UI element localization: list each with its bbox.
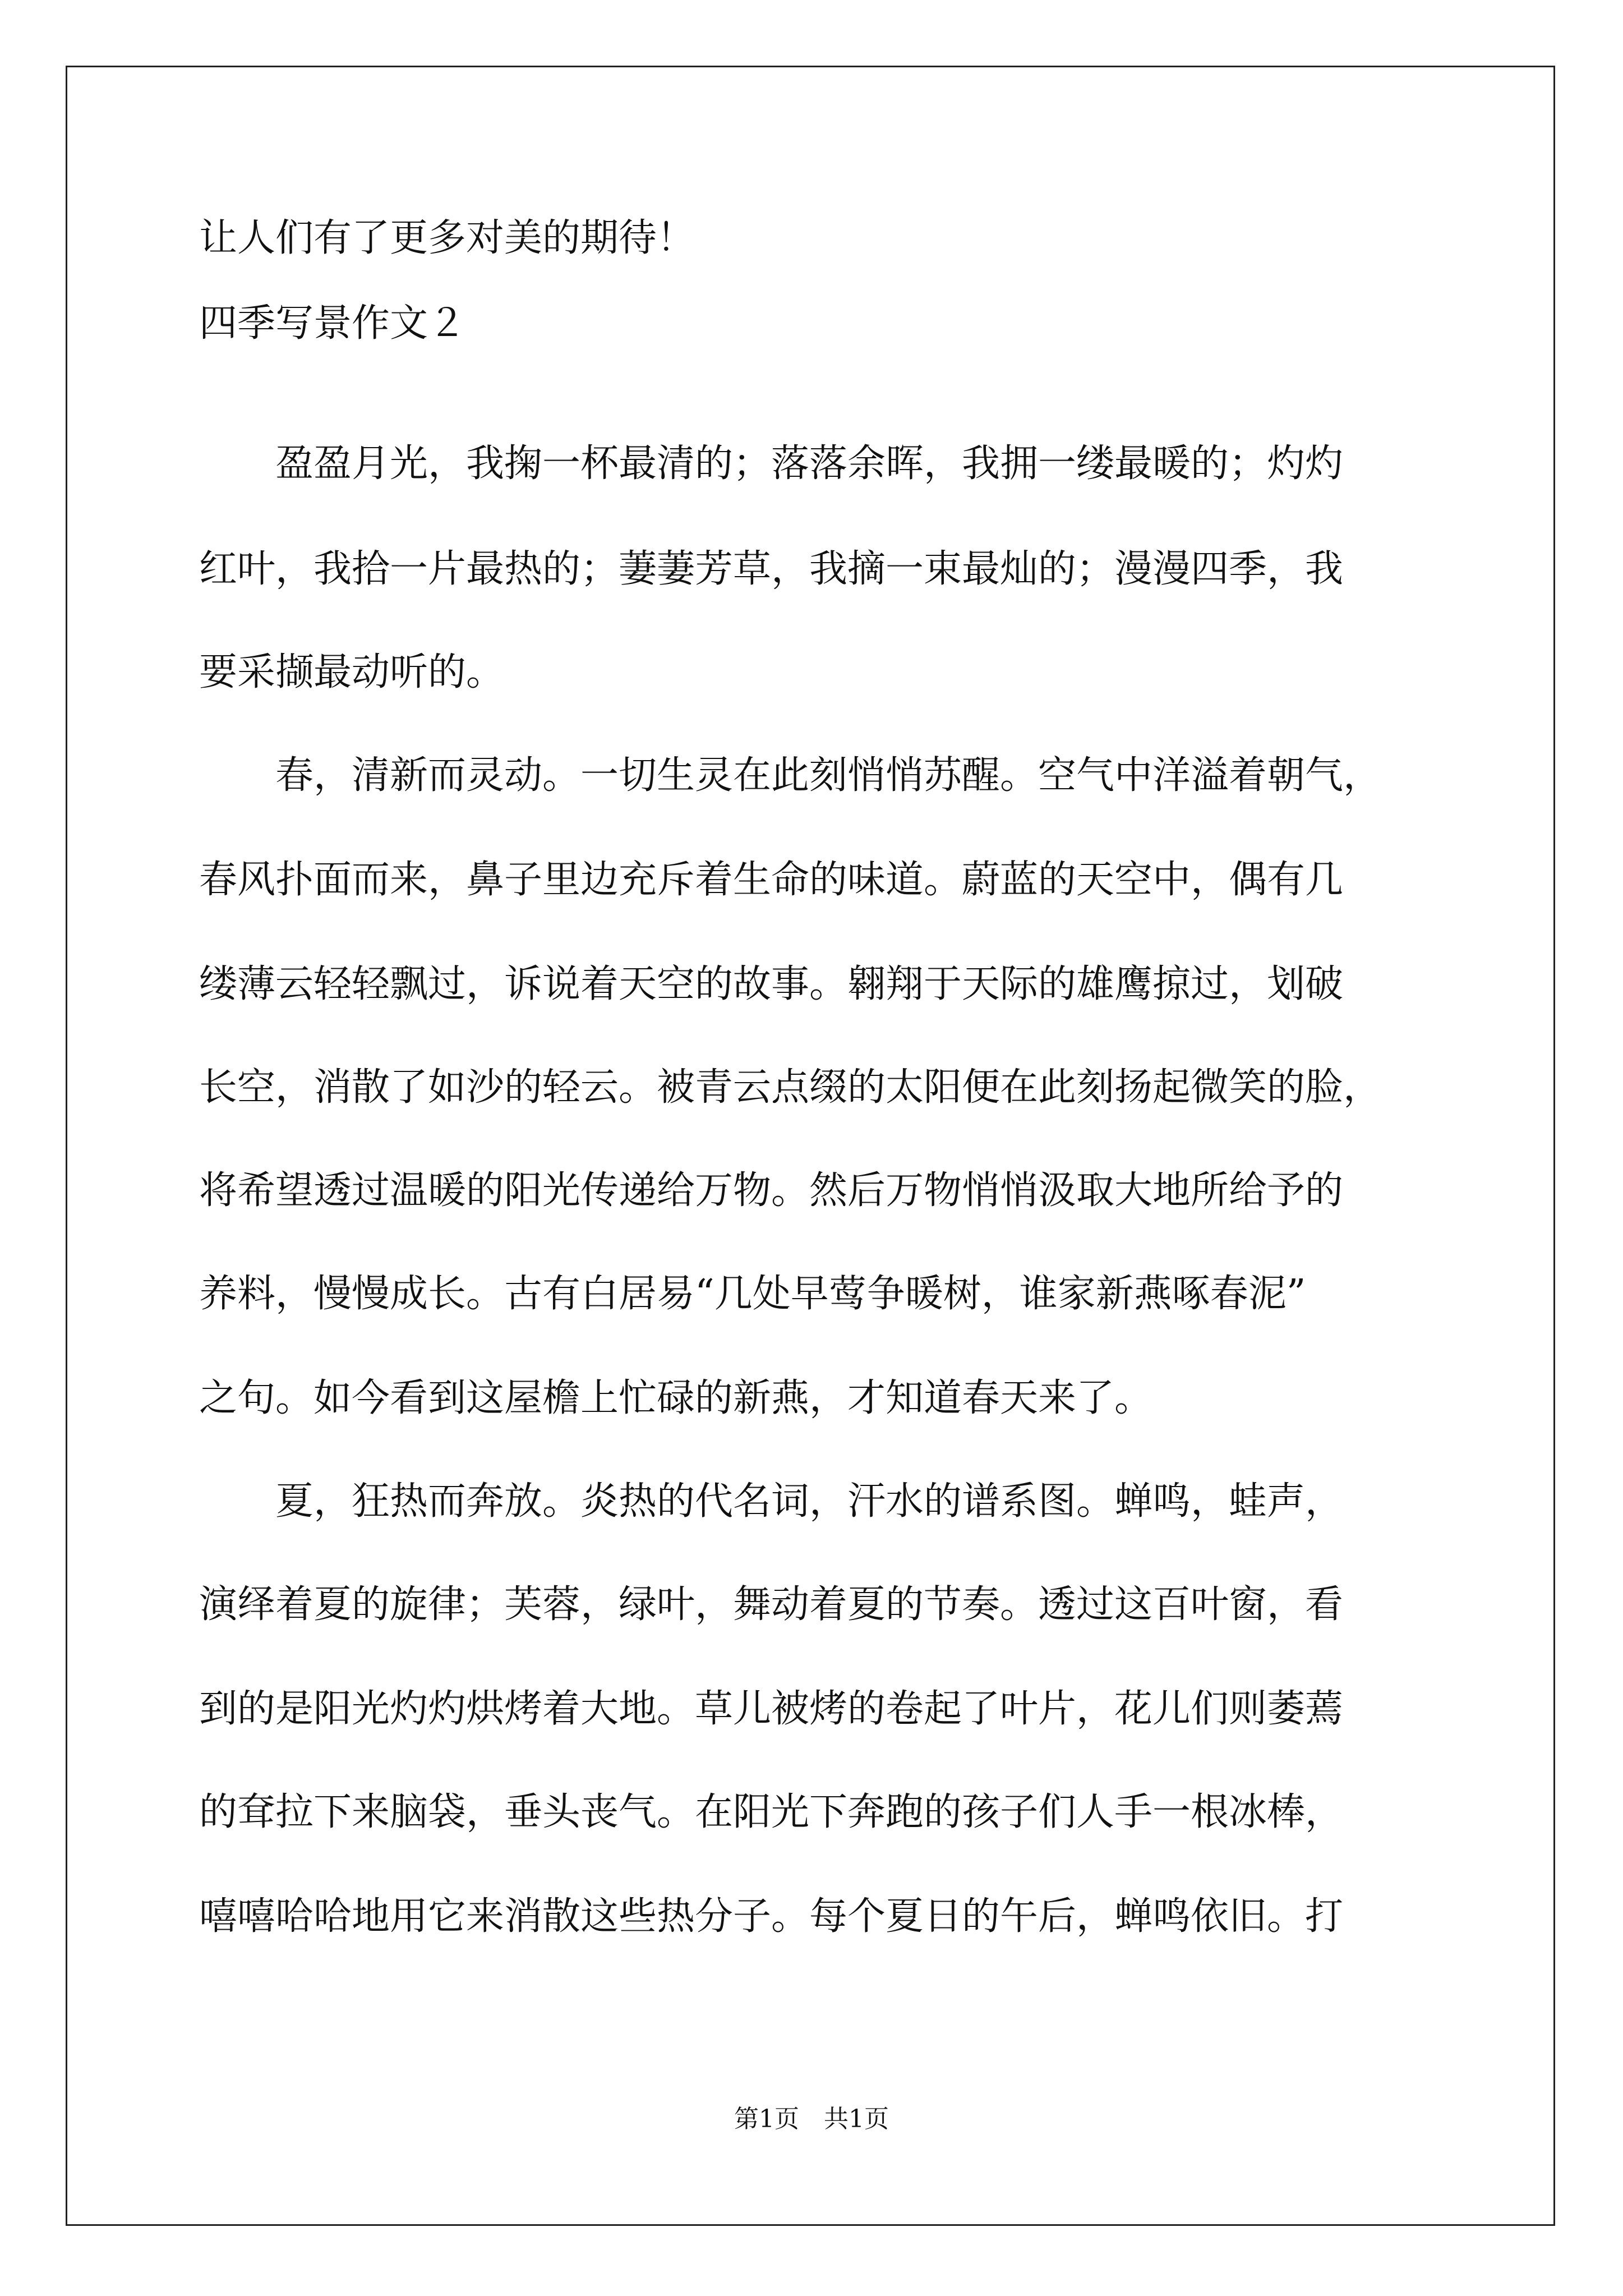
text-line: 夏，狂热而奔放。炎热的代名词，汗水的谱系图。蝉鸣，蛙声， xyxy=(199,1479,1344,1524)
text-line: 长空，消散了如沙的轻云。被青云点缀的太阳便在此刻扬起微笑的脸， xyxy=(199,1065,1382,1110)
section-heading: 四季写景作文２ xyxy=(199,301,467,346)
text-line: 演绎着夏的旋律；芙蓉，绿叶，舞动着夏的节奏。透过这百叶窗，看 xyxy=(199,1582,1344,1627)
text-line: 之句。如今看到这屋檐上忙碌的新燕，才知道春天来了。 xyxy=(199,1376,1153,1420)
text-line: 缕薄云轻轻飘过，诉说着天空的故事。翱翔于天际的雄鹰掠过，划破 xyxy=(199,962,1344,1006)
text-line: 春风扑面而来，鼻子里边充斥着生命的味道。蔚蓝的天空中，偶有几 xyxy=(199,858,1344,902)
text-line: 让人们有了更多对美的期待！ xyxy=(199,216,695,260)
text-line: 嘻嘻哈哈地用它来消散这些热分子。每个夏日的午后，蝉鸣依旧。打 xyxy=(199,1894,1344,1939)
text-line: 到的是阳光灼灼烘烤着大地。草儿被烤的卷起了叶片，花儿们则萎蔫 xyxy=(199,1687,1344,1731)
text-line: 养料，慢慢成长。古有白居易“几处早莺争暖树，谁家新燕啄春泥” xyxy=(199,1272,1306,1316)
text-line: 的耷拉下来脑袋，垂头丧气。在阳光下奔跑的孩子们人手一根冰棒， xyxy=(199,1790,1344,1834)
text-line: 红叶，我拾一片最热的；萋萋芳草，我摘一束最灿的；漫漫四季，我 xyxy=(199,547,1344,591)
text-line: 要采撷最动听的。 xyxy=(199,650,505,694)
page-footer xyxy=(0,2102,1623,2136)
page-number: 第1页 xyxy=(734,2105,799,2133)
page-total: 共1页 xyxy=(824,2105,889,2133)
text-line: 盈盈月光，我掬一杯最清的；落落余晖，我拥一缕最暖的；灼灼 xyxy=(199,441,1344,486)
text-line: 春，清新而灵动。一切生灵在此刻悄悄苏醒。空气中洋溢着朝气， xyxy=(199,753,1382,798)
text-line: 将希望透过温暖的阳光传递给万物。然后万物悄悄汲取大地所给予的 xyxy=(199,1168,1344,1213)
